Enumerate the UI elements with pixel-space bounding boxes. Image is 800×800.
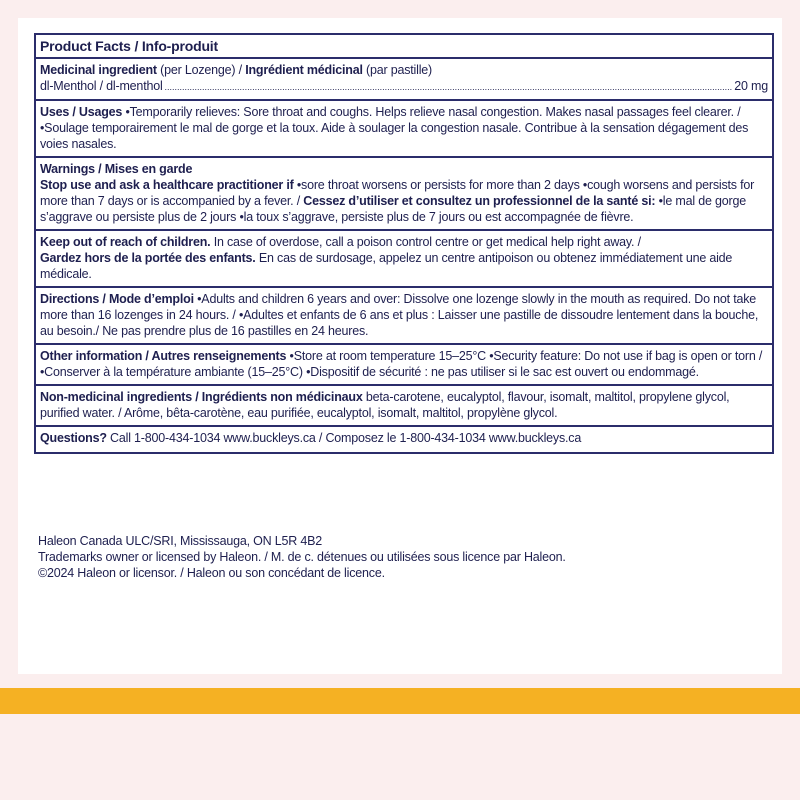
ingredient-row (40, 78, 768, 95)
facts-header (36, 35, 772, 57)
warnings-stop-fr: Cessez d’utiliser et consultez un professionnel de la santé si: (303, 194, 656, 208)
warnings-text-en: •sore throat worsens or persists for more than 2 days •cough worsens and persists for more than 7 days or is accompanied by a fever. / (40, 178, 755, 208)
questions-section (36, 425, 772, 452)
medicinal-heading (40, 62, 768, 78)
medicinal-label-en: Medicinal ingredient (40, 63, 157, 77)
manufacturer-footer (38, 533, 768, 581)
directions-section (36, 286, 772, 343)
warnings-label: Warnings / Mises en garde (40, 162, 193, 176)
uses-label: Uses / Usages (40, 105, 123, 119)
non-medicinal-section (36, 384, 772, 425)
directions-label: Directions / Mode d’emploi (40, 292, 194, 306)
keep-out-label-en: Keep out of reach of children. (40, 235, 211, 249)
questions-label: Questions? (40, 431, 107, 445)
footer-copyright: ©2024 Haleon or licensor. / Haleon ou son concédant de licence. (38, 566, 385, 580)
uses-section (36, 99, 772, 156)
ingredient-name: dl-Menthol / dl-menthol (40, 79, 163, 93)
warnings-body (40, 177, 768, 225)
warnings-text-fr: •le mal de gorge s’aggrave ou persiste plus de 2 jours •la toux s’aggrave, persiste plus de 7 jours ou est accompagnée de fièvre. (40, 194, 746, 224)
keep-out-section (36, 229, 772, 286)
questions-text: Call 1-800-434-1034 www.buckleys.ca / Composez le 1-800-434-1034 www.buckleys.ca (106, 431, 582, 445)
uses-text: •Temporarily relieves: Sore throat and coughs. Helps relieve nasal congestion. Makes nasal passages feel clearer. / •Soulage temporairement le mal de gorge et la toux. Aide à soulager la congestion nasale. Contribue à la sensation dégagement des voies nasales. (40, 105, 749, 151)
warnings-stop-en: Stop use and ask a healthcare practitioner if (40, 178, 294, 192)
ingredient-amount: 20 mg (734, 79, 768, 93)
medicinal-qualifier-fr: (par pastille) (362, 63, 432, 77)
medicinal-qualifier-en: (per Lozenge) / (156, 63, 246, 77)
other-info-section (36, 343, 772, 384)
other-info-text: •Store at room temperature 15–25°C •Security feature: Do not use if bag is open or torn / •Conserver à la température ambiante (15–25°C) •Dispositif de sécurité : ne pas utiliser si le sac est ouvert ou endommagé. (40, 349, 763, 379)
orange-band (0, 688, 800, 714)
keep-out-text-en: In case of overdose, call a poison control centre or get medical help right away. / (210, 235, 641, 249)
footer-trademarks: Trademarks owner or licensed by Haleon. / M. de c. détenues ou utilisées sous licence par Haleon. (38, 550, 566, 564)
other-info-label: Other information / Autres renseignements (40, 349, 287, 363)
non-medicinal-text: beta-carotene, eucalyptol, flavour, isomalt, maltitol, propylene glycol, purified water. / Arôme, bêta-carotène, eau purifiée, eucalyptol, isomalt, maltitol, propylène glycol. (40, 390, 730, 420)
warnings-section (36, 156, 772, 229)
product-facts-box (34, 33, 774, 454)
non-medicinal-label: Non-medicinal ingredients / Ingrédients non médicinaux (40, 390, 363, 404)
footer-address: Haleon Canada ULC/SRI, Mississauga, ON L5R 4B2 (38, 534, 322, 548)
dot-leader (165, 78, 733, 95)
keep-out-label-fr: Gardez hors de la portée des enfants. (40, 251, 256, 265)
facts-title: Product Facts / Info-produit (40, 38, 218, 54)
medicinal-ingredient-section (36, 57, 772, 99)
medicinal-label-fr: Ingrédient médicinal (245, 63, 363, 77)
directions-text: •Adults and children 6 years and over: Dissolve one lozenge slowly in the mouth as required. Do not take more than 16 lozenges in 24 hours. / •Adultes et enfants de 6 ans et plus : Laisser une pastille de dissoudre lentement dans la bouche, au besoin./ Ne pas prendre plus de 16 pastilles en 24 heures. (40, 292, 759, 338)
keep-out-text-fr: En cas de surdosage, appelez un centre antipoison ou obtenez immédiatement une aide médicale. (40, 251, 733, 281)
